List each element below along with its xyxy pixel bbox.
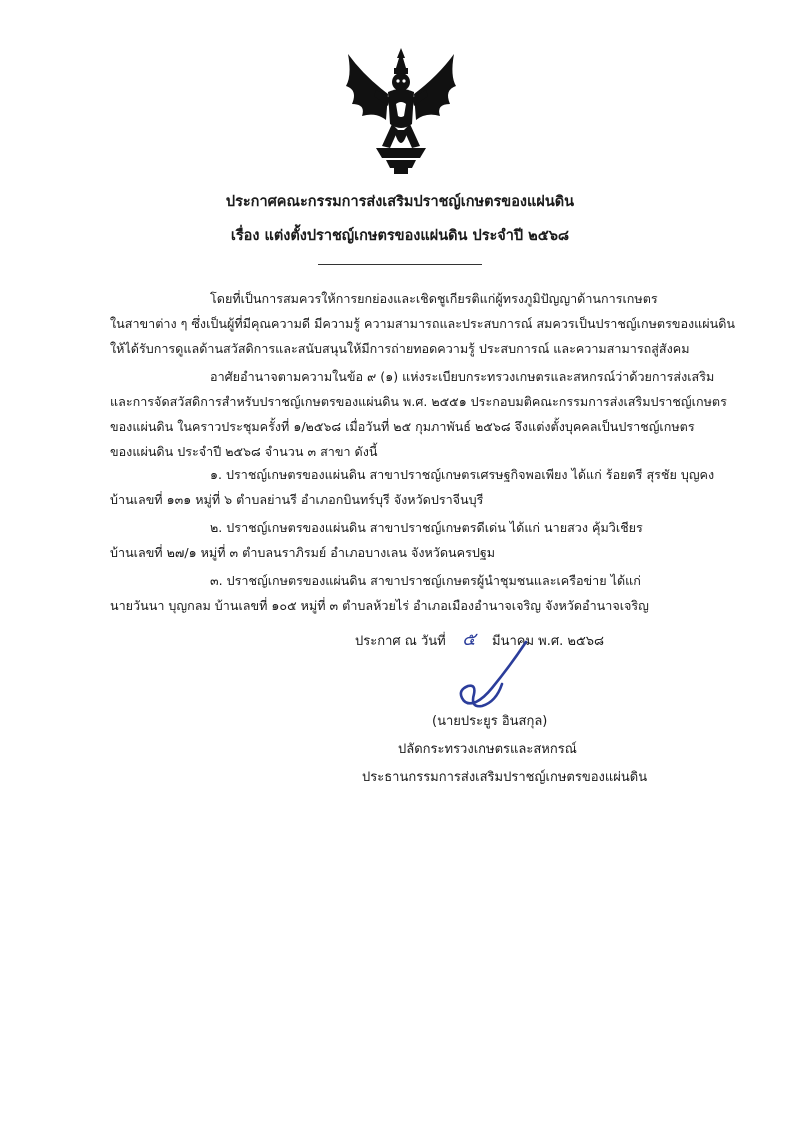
paragraph-preamble — [110, 286, 736, 361]
paragraph-line: บ้านเลขที่ ๒๗/๑ หมู่ที่ ๓ ตำบลนราภิรมย์ อำเภอบางเลน จังหวัดนครปฐม — [110, 545, 496, 560]
paragraph-line: ๒. ปราชญ์เกษตรของแผ่นดิน สาขาปราชญ์เกษตรดีเด่น ได้แก่ นายสวง คุ้มวิเชียร — [210, 520, 643, 535]
paragraph-line: ให้ได้รับการดูแลด้านสวัสดิการและสนับสนุนให้มีการถ่ายทอดความรู้ ประสบการณ์ และความสามารถสู่สังคม — [110, 341, 690, 356]
paragraph-line: และการจัดสวัสดิการสำหรับปราชญ์เกษตรของแผ่นดิน พ.ศ. ๒๕๕๑ ประกอบมติคณะกรรมการส่งเสริมปราชญ์เกษตร — [110, 394, 727, 409]
paragraph-line: ในสาขาต่าง ๆ ซึ่งเป็นผู้ที่มีคุณความดี มีความรู้ ความสามารถและประสบการณ์ สมควรเป็นปราชญ์เกษตรของแผ่นดิน — [110, 316, 736, 331]
paragraph-line: โดยที่เป็นการสมควรให้การยกย่องและเชิดชูเกียรติแก่ผู้ทรงภูมิปัญญาด้านการเกษตร — [210, 291, 658, 306]
paragraph-line: บ้านเลขที่ ๑๓๑ หมู่ที่ ๖ ตำบลย่านรี อำเภอกบินทร์บุรี จังหวัดปราจีนบุรี — [110, 492, 484, 507]
date-day-handwritten: ๕ — [462, 629, 476, 650]
appointment-item-2 — [110, 515, 725, 565]
appointment-item-1 — [110, 462, 725, 512]
paragraph-line: ของแผ่นดิน ในคราวประชุมครั้งที่ ๑/๒๕๖๘ เมื่อวันที่ ๒๕ กุมภาพันธ์ ๒๕๖๘ จึงแต่งตั้งบุคคลเป็นปราชญ์เกษตร — [110, 419, 695, 434]
appointment-item-3 — [110, 568, 725, 618]
signer-role: ประธานกรรมการส่งเสริมปราชญ์เกษตรของแผ่นดิน — [362, 770, 648, 785]
date-prefix: ประกาศ ณ วันที่ — [355, 634, 446, 649]
document-title: ประกาศคณะกรรมการส่งเสริมปราชญ์เกษตรของแผ่นดิน — [225, 194, 575, 210]
paragraph-line: อาศัยอำนาจตามความในข้อ ๙ (๑) แห่งระเบียบกระทรวงเกษตรและสหกรณ์ว่าด้วยการส่งเสริม — [210, 369, 715, 384]
paragraph-line: ๑. ปราชญ์เกษตรของแผ่นดิน สาขาปราชญ์เกษตรเศรษฐกิจพอเพียง ได้แก่ ร้อยตรี สุรชัย บุญคง — [210, 467, 715, 482]
paragraph-authority — [110, 364, 725, 464]
paragraph-line: ๓. ปราชญ์เกษตรของแผ่นดิน สาขาปราชญ์เกษตรผู้นำชุมชนและเครือข่าย ได้แก่ — [210, 573, 641, 588]
paragraph-line: ของแผ่นดิน ประจำปี ๒๕๖๘ จำนวน ๓ สาขา ดังนี้ — [110, 444, 378, 459]
garuda-emblem-icon — [342, 46, 460, 176]
date-suffix: มีนาคม พ.ศ. ๒๕๖๘ — [492, 634, 605, 649]
signer-position: ปลัดกระทรวงเกษตรและสหกรณ์ — [398, 742, 577, 757]
title-divider — [318, 264, 482, 265]
document-subject: เรื่อง แต่งตั้งปราชญ์เกษตรของแผ่นดิน ประจำปี ๒๕๖๘ — [230, 228, 570, 244]
signer-name: (นายประยูร อินสกุล) — [432, 714, 548, 729]
signature-icon — [440, 636, 540, 716]
paragraph-line: นายวันนา บุญกลม บ้านเลขที่ ๑๐๕ หมู่ที่ ๓ ตำบลห้วยไร่ อำเภอเมืองอำนาจเจริญ จังหวัดอำนาจเจริญ — [110, 598, 649, 613]
